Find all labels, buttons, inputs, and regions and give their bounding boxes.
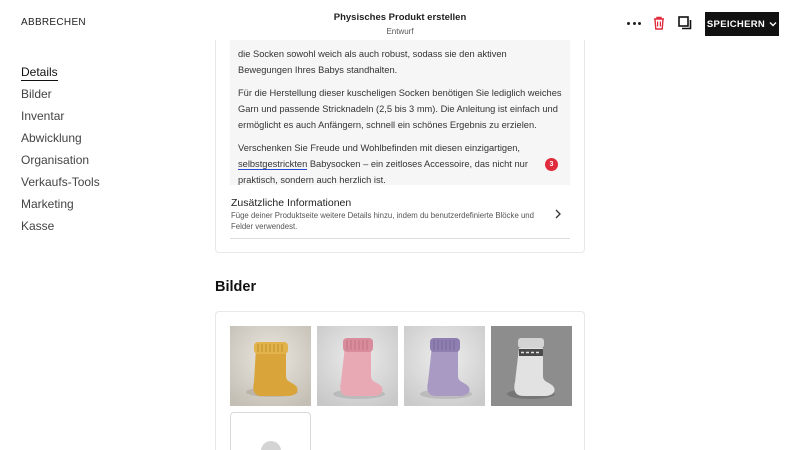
section-title-bilder: Bilder <box>215 279 257 295</box>
description-paragraph: die Socken sowohl weich als auch robust, sodass sie den aktiven Bewegungen Ihres Babys standhalten. <box>238 49 507 75</box>
sidebar-item-verkaufs-tools[interactable]: Verkaufs-Tools <box>21 175 100 189</box>
duplicate-button[interactable] <box>677 15 693 31</box>
more-options-button[interactable] <box>626 16 642 30</box>
notification-badge[interactable]: 3 <box>545 158 558 171</box>
chevron-down-icon <box>769 21 777 27</box>
add-image-button[interactable] <box>230 412 311 450</box>
sidebar-item-bilder[interactable]: Bilder <box>21 87 52 101</box>
save-label: SPEICHERN <box>706 18 766 30</box>
details-card <box>215 40 585 253</box>
product-image-yellow-baby-sock[interactable] <box>230 326 311 406</box>
plus-icon <box>261 441 281 450</box>
additional-info-title: Zusätzliche Informationen <box>231 197 352 209</box>
sock-image-icon <box>230 326 311 406</box>
delete-button[interactable] <box>652 15 666 31</box>
status-label: Entwurf <box>386 27 414 36</box>
duplicate-icon <box>677 15 693 31</box>
sock-image-icon <box>491 326 572 406</box>
page-title: Physisches Produkt erstellen <box>333 12 467 23</box>
description-editor[interactable] <box>230 40 570 185</box>
additional-info-row[interactable] <box>230 197 570 239</box>
sidebar-item-details[interactable]: Details <box>21 65 58 79</box>
product-image-pink-baby-sock[interactable] <box>317 326 398 406</box>
more-dots-icon <box>627 22 630 25</box>
sidebar-nav <box>21 62 100 238</box>
cancel-button[interactable]: ABBRECHEN <box>21 17 86 28</box>
save-button[interactable] <box>705 12 779 36</box>
trash-icon <box>652 15 666 31</box>
chevron-right-icon <box>554 209 562 219</box>
sidebar-item-inventar[interactable]: Inventar <box>21 109 65 123</box>
sidebar-item-kasse[interactable]: Kasse <box>21 219 55 233</box>
sidebar-item-organisation[interactable]: Organisation <box>21 153 90 167</box>
sock-image-icon <box>317 326 398 406</box>
sidebar-item-marketing[interactable]: Marketing <box>21 197 74 211</box>
sock-image-icon <box>404 326 485 406</box>
additional-info-subtitle: Füge deiner Produktseite weitere Details hinzu, indem du benutzerdefinierte Blöcke und Felder verwendest. <box>231 211 534 231</box>
sidebar-item-abwicklung[interactable]: Abwicklung <box>21 131 82 145</box>
product-image-grey-patterned-baby-sock[interactable] <box>491 326 572 406</box>
description-paragraph: Für die Herstellung dieser kuscheligen Socken benötigen Sie lediglich weiches Garn und passende Stricknadeln (2,5 bis 3 mm). Die Anleitung ist einfach und ermöglicht es auch Anfängern, schnell ein schönes Ergebnis zu erzielen. <box>238 88 562 130</box>
description-link[interactable]: selbstgestrickten <box>238 159 308 169</box>
images-card <box>215 311 585 450</box>
product-image-lavender-baby-sock[interactable] <box>404 326 485 406</box>
page-header <box>300 12 500 36</box>
description-paragraph: Verschenken Sie Freude und Wohlbefinden mit diesen einzigartigen, selbstgestrickten Babysocken – ein zeitloses Accessoire, das nicht nur praktisch, sondern auch herzlich ist. <box>238 143 528 185</box>
